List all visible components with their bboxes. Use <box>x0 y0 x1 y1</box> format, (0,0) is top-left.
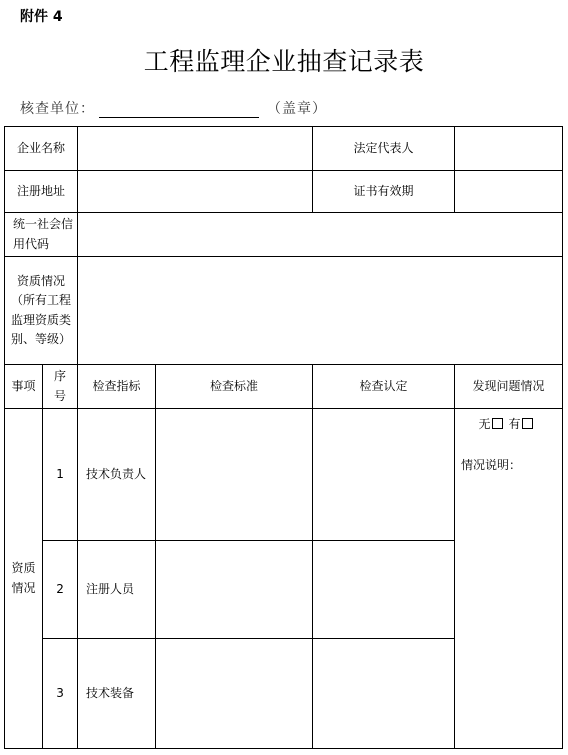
has-checkbox-icon[interactable] <box>522 418 533 429</box>
row-seq: 2 <box>43 541 78 639</box>
row-determination-cell[interactable] <box>313 639 455 749</box>
col-determination-header: 检查认定 <box>313 365 455 409</box>
col-seq-header: 序号 <box>43 365 78 409</box>
col-findings-header: 发现问题情况 <box>455 365 563 409</box>
inspected-unit-label: 核查单位： <box>20 101 95 117</box>
credit-code-field[interactable] <box>78 213 563 257</box>
cert-validity-label: 证书有效期 <box>313 171 455 213</box>
row-standard-cell[interactable] <box>156 409 313 541</box>
row-seq: 3 <box>43 639 78 749</box>
row-determination-cell[interactable] <box>313 541 455 639</box>
col-item-header: 事项 <box>5 365 43 409</box>
row-seq: 1 <box>43 409 78 541</box>
company-name-field[interactable] <box>78 127 313 171</box>
findings-note-label: 情况说明： <box>461 458 522 473</box>
legal-rep-field[interactable] <box>455 127 563 171</box>
none-checkbox-icon[interactable] <box>492 418 503 429</box>
row-indicator: 注册人员 <box>78 541 156 639</box>
inspection-record-table <box>4 126 563 749</box>
legal-rep-label: 法定代表人 <box>313 127 455 171</box>
row-determination-cell[interactable] <box>313 409 455 541</box>
qualification-field[interactable] <box>78 257 563 365</box>
row-standard-cell[interactable] <box>156 639 313 749</box>
column-header-row <box>5 365 563 409</box>
findings-options <box>461 415 556 434</box>
row-standard-cell[interactable] <box>156 541 313 639</box>
inspected-unit-field[interactable] <box>99 101 259 118</box>
qualification-label: 资质情况（所有工程监理资质类别、等级） <box>5 257 78 365</box>
credit-code-row <box>5 213 563 257</box>
row-indicator: 技术负责人 <box>78 409 156 541</box>
row-indicator: 技术装备 <box>78 639 156 749</box>
reg-address-label: 注册地址 <box>5 171 78 213</box>
seal-label: （盖章） <box>267 101 327 117</box>
company-name-label: 企业名称 <box>5 127 78 171</box>
section-label: 资质情况 <box>5 409 43 749</box>
inspected-unit-line <box>20 98 327 118</box>
cert-validity-field[interactable] <box>455 171 563 213</box>
col-standard-header: 检查标准 <box>156 365 313 409</box>
page-title: 工程监理企业抽查记录表 <box>143 47 425 76</box>
findings-cell[interactable] <box>455 409 563 749</box>
qualification-row <box>5 257 563 365</box>
table-row <box>5 409 563 541</box>
attachment-label: 附件 4 <box>20 9 63 25</box>
reg-address-field[interactable] <box>78 171 313 213</box>
findings-has-label: 有 <box>508 417 521 431</box>
reg-address-row <box>5 171 563 213</box>
findings-none-label: 无 <box>478 417 491 431</box>
company-name-row <box>5 127 563 171</box>
credit-code-label: 统一社会信用代码 <box>5 213 78 257</box>
col-indicator-header: 检查指标 <box>78 365 156 409</box>
